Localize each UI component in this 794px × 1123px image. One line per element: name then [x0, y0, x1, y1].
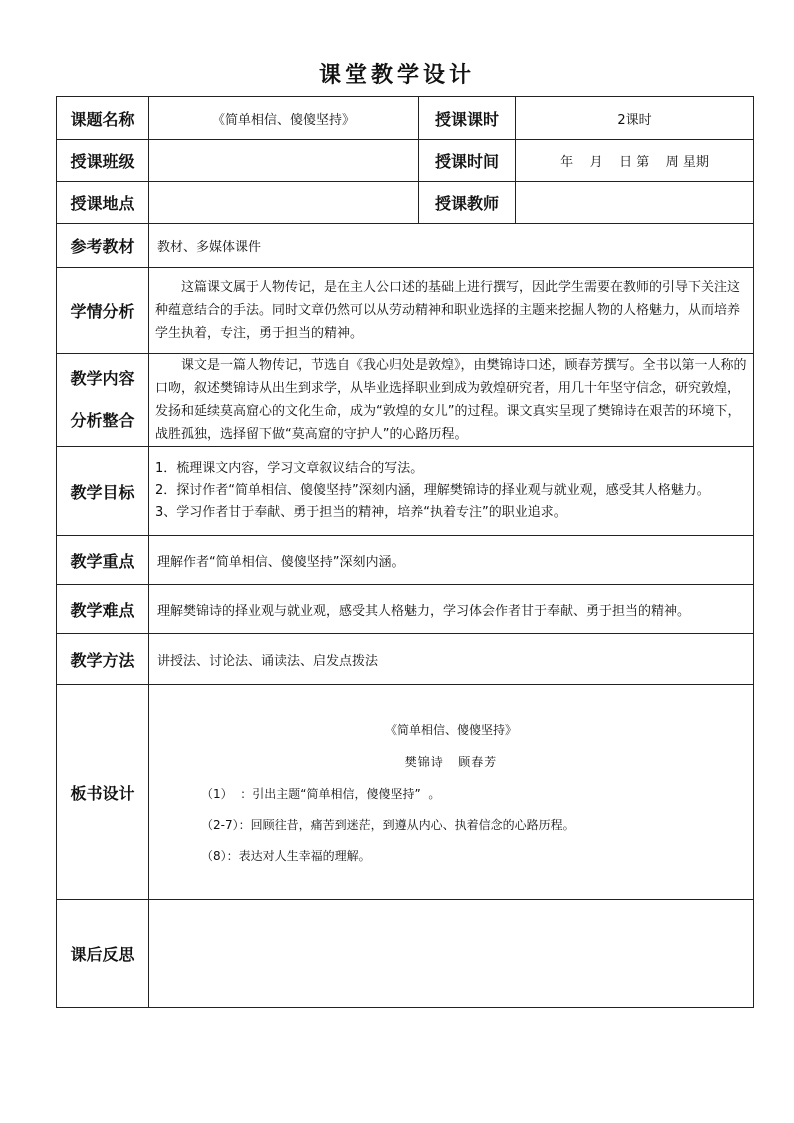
value-hours: 2课时	[516, 97, 754, 140]
lesson-plan-table	[56, 96, 754, 1008]
label-methods: 教学方法	[57, 634, 149, 685]
value-time: 年 月 日 第 周 星期	[516, 140, 754, 182]
row-methods	[57, 634, 754, 685]
value-content-analysis: 课文是一篇人物传记，节选自《我心归处是敦煌》，由樊锦诗口述，顾春芳撰写。全书以第一人称的口吻，叙述樊锦诗从出生到求学，从毕业选择职业到成为敦煌研究者，用几十年坚守信念，研究敦煌，发扬和延续莫高窟心的文化生命，成为“敦煌的女儿”的过程。课文真实呈现了樊锦诗在艰苦的环境下，战胜孤独，选择留下做“莫高窟的守护人”的心路历程。	[149, 354, 754, 447]
row-reflection	[57, 900, 754, 1008]
row-key-points	[57, 536, 754, 585]
label-time: 授课时间	[419, 140, 516, 182]
value-key-points: 理解作者“简单相信、傻傻坚持”深刻内涵。	[149, 536, 754, 585]
value-difficulties: 理解樊锦诗的择业观与就业观，感受其人格魅力，学习体会作者甘于奉献、勇于担当的精神。	[149, 585, 754, 634]
label-topic: 课题名称	[57, 97, 149, 140]
board-authors: 樊锦诗 顾春芳	[404, 755, 498, 769]
row-content-analysis	[57, 354, 754, 447]
label-learner-analysis: 学情分析	[57, 268, 149, 354]
label-class: 授课班级	[57, 140, 149, 182]
label-reflection: 课后反思	[57, 900, 149, 1008]
board-line: （2-7）：回顾往昔，痛苦到迷茫，到遵从内心、执着信念的心路历程。	[201, 818, 575, 832]
value-reflection	[149, 900, 754, 1008]
row-place	[57, 182, 754, 224]
label-hours: 授课课时	[419, 97, 516, 140]
board-line: （1） ：引出主题“简单相信，傻傻坚持” 。	[201, 787, 441, 801]
label-content-analysis	[57, 354, 149, 447]
board-title: 《简单相信、傻傻坚持》	[384, 723, 517, 737]
value-class	[149, 140, 419, 182]
row-topic	[57, 97, 754, 140]
row-class	[57, 140, 754, 182]
value-teacher	[516, 182, 754, 224]
label-materials: 参考教材	[57, 224, 149, 268]
value-board-design	[149, 685, 754, 900]
value-place	[149, 182, 419, 224]
label-board-design: 板书设计	[57, 685, 149, 900]
label-difficulties: 教学难点	[57, 585, 149, 634]
row-goals	[57, 447, 754, 536]
row-materials	[57, 224, 754, 268]
row-board-design	[57, 685, 754, 900]
value-learner-analysis: 这篇课文属于人物传记，是在主人公口述的基础上进行撰写，因此学生需要在教师的引导下关注这种蕴意结合的手法。同时文章仍然可以从劳动精神和职业选择的主题来挖掘人物的人格魅力，从而培养学生执着，专注，勇于担当的精神。	[149, 268, 754, 354]
value-topic: 《简单相信、傻傻坚持》	[149, 97, 419, 140]
value-methods: 讲授法、讨论法、诵读法、启发点拨法	[149, 634, 754, 685]
label-place: 授课地点	[57, 182, 149, 224]
row-difficulties	[57, 585, 754, 634]
goal-item: 2．探讨作者“简单相信、傻傻坚持”深刻内涵，理解樊锦诗的择业观与就业观，感受其人格魅力。	[155, 483, 710, 498]
goal-item: 3、学习作者甘于奉献、勇于担当的精神，培养“执着专注”的职业追求。	[155, 505, 567, 520]
label-teacher: 授课教师	[419, 182, 516, 224]
page-title: 课堂教学设计	[318, 63, 475, 88]
label-key-points: 教学重点	[57, 536, 149, 585]
value-materials: 教材、多媒体课件	[149, 224, 754, 268]
label-content-line1: 教学内容	[70, 369, 135, 388]
row-learner-analysis	[57, 268, 754, 354]
label-content-line2: 分析整合	[70, 411, 135, 430]
label-goals: 教学目标	[57, 447, 149, 536]
board-line: （8）：表达对人生幸福的理解。	[201, 849, 371, 863]
value-goals	[149, 447, 754, 536]
goal-item: 1．梳理课文内容，学习文章叙议结合的写法。	[155, 461, 424, 476]
